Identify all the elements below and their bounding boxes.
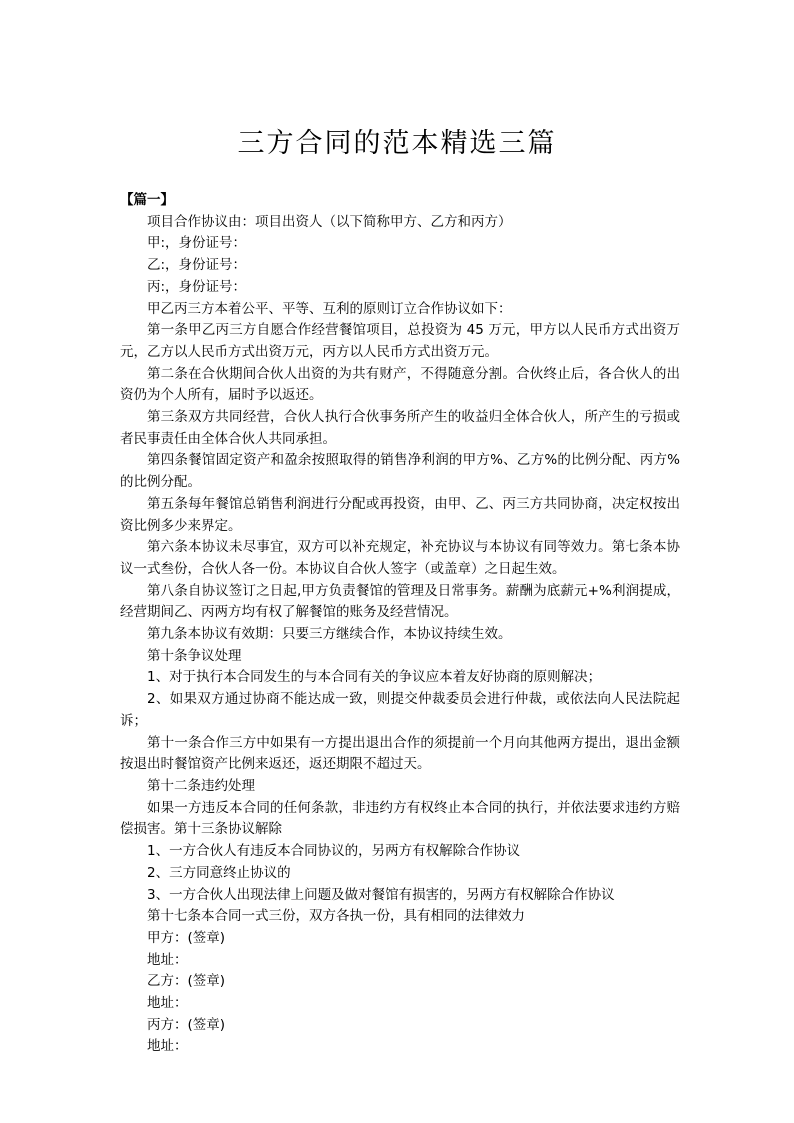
article-9: 第九条本协议有效期：只要三方继续合作，本协议持续生效。 xyxy=(147,626,512,643)
article-3: 第三条双方共同经营，合伙人执行合伙事务所产生的收益归全体合伙人，所产生的亏损或者民事责任由全体合伙人共同承担。 xyxy=(120,409,680,447)
party-c-line: 丙:，身份证号： xyxy=(147,278,247,295)
party-b-line: 乙:，身份证号： xyxy=(147,257,247,274)
party-c-signature: 丙方：(签章) xyxy=(147,1016,226,1033)
article-10-item-2: 2、如果双方通过协商不能达成一致，则提交仲裁委员会进行仲裁，或依法向人民法院起诉； xyxy=(120,691,680,729)
intro-line: 项目合作协议由：项目出资人（以下简称甲方、乙方和丙方） xyxy=(147,213,512,230)
party-b-signature: 乙方：(签章) xyxy=(147,973,226,990)
article-10-item-1: 1、对于执行本合同发生的与本合同有关的争议应本着友好协商的原则解决； xyxy=(147,669,602,686)
document-title: 三方合同的范本精选三篇 xyxy=(237,128,557,159)
article-8: 第八条自协议签订之日起,甲方负责餐馆的管理及日常事务。薪酬为底薪元+%利润提成，经营期间乙、丙两方均有权了解餐馆的账务及经营情况。 xyxy=(120,582,680,621)
article-1: 第一条甲乙丙三方自愿合作经营餐馆项目，总投资为 45 万元，甲方以人民币方式出资万元，乙方以人民币方式出资万元，丙方以人民币方式出资万元。 xyxy=(120,322,680,360)
party-c-address: 地址： xyxy=(147,1038,188,1055)
article-5: 第五条每年餐馆总销售利润进行分配或再投资，由甲、乙、丙三方共同协商，决定权按出资比例多少来界定。 xyxy=(120,495,680,534)
document-body xyxy=(120,190,680,1058)
article-6: 第六条本协议未尽事宜，双方可以补充规定，补充协议与本协议有同等效力。第七条本协议一式叁份，合伙人各一份。本协议自合伙人签字（或盖章）之日起生效。 xyxy=(120,539,680,577)
section-heading: 【篇一】 xyxy=(120,192,174,208)
party-a-signature: 甲方：(签章) xyxy=(147,929,226,946)
party-a-line: 甲:，身份证号： xyxy=(147,235,247,252)
article-11: 第十一条合作三方中如果有一方提出退出合作的须提前一个月向其他两方提出，退出金额按退出时餐馆资产比例来返还，返还期限不超过天。 xyxy=(120,734,680,773)
article-12: 第十二条违约处理 xyxy=(147,777,255,794)
article-13-item-1: 1、一方合伙人有违反本合同协议的，另两方有权解除合作协议 xyxy=(147,843,521,860)
article-2: 第二条在合伙期间合伙人出资的为共有财产，不得随意分割。合伙终止后，各合伙人的出资仍为个人所有，届时予以返还。 xyxy=(120,365,680,404)
party-a-address: 地址： xyxy=(147,951,188,968)
article-13-item-2: 2、三方同意终止协议的 xyxy=(147,864,291,881)
article-10: 第十条争议处理 xyxy=(147,647,242,664)
article-13-item-3: 3、一方合伙人出现法律上问题及做对餐馆有损害的，另两方有权解除合作协议 xyxy=(147,886,615,903)
article-4: 第四条餐馆固定资产和盈余按照取得的销售净利润的甲方%、乙方%的比例分配、丙方%的比例分配。 xyxy=(120,452,680,491)
article-17: 第十七条本合同一式三份，双方各执一份，具有相同的法律效力 xyxy=(147,908,525,925)
party-b-address: 地址： xyxy=(147,995,188,1012)
article-12-body: 如果一方违反本合同的任何条款，非违约方有权终止本合同的执行，并依法要求违约方赔偿损害。第十三条协议解除 xyxy=(120,799,680,838)
principle-line: 甲乙丙三方本着公平、平等、互利的原则订立合作协议如下： xyxy=(147,300,512,317)
